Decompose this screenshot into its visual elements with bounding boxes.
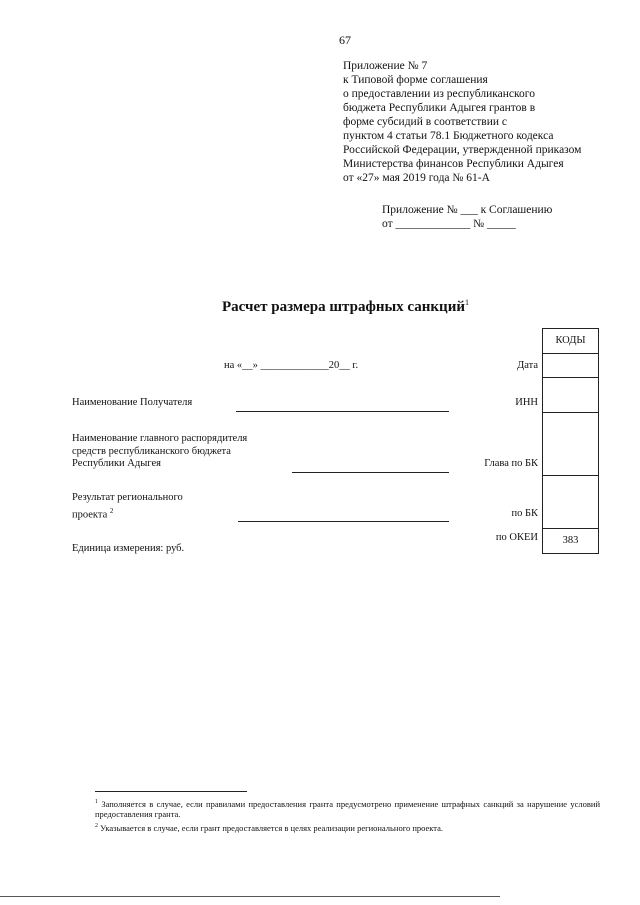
code-cell-chapter-bk[interactable] — [543, 412, 598, 475]
result-label — [72, 492, 183, 522]
footnote-text: Заполняется в случае, если правилами предоставления гранта предусмотрено применение штрафных санкций за нарушение условий предоставления гранта. — [95, 798, 601, 820]
agreement-reference-line: Приложение № ___ к Соглашению — [382, 204, 553, 216]
appendix-line: форме субсидий в соответствии с — [343, 116, 507, 128]
result-field[interactable] — [238, 521, 449, 522]
chapter-bk-code-label: Глава по БК — [484, 458, 538, 469]
code-cell-inn[interactable] — [543, 377, 598, 412]
manager-label-line: Наименование главного распорядителя — [72, 433, 248, 444]
date-code-label: Дата — [517, 360, 538, 371]
agreement-reference — [382, 203, 552, 231]
appendix-line: Министерства финансов Республики Адыгея — [343, 158, 564, 170]
code-cell-bk[interactable] — [543, 475, 598, 528]
appendix-line: бюджета Республики Адыгея грантов в — [343, 102, 536, 114]
codes-header: КОДЫ — [555, 335, 586, 346]
manager-label — [72, 433, 247, 471]
footnote-mark: 1 — [95, 799, 98, 805]
title-footnote-mark: 1 — [464, 298, 469, 307]
appendix-line: о предоставлении из республиканского — [343, 88, 535, 100]
report-date-line[interactable]: на «__» _____________20__ г. — [224, 360, 359, 371]
result-footnote-mark: 2 — [109, 506, 114, 515]
appendix-line: к Типовой форме соглашения — [343, 74, 488, 86]
page-bottom-divider — [0, 896, 500, 897]
footnote-mark: 2 — [95, 823, 98, 829]
footnote-1 — [95, 797, 600, 820]
footnote-text: Указывается в случае, если грант предоставляется в целях реализации регионального проекта. — [100, 822, 443, 833]
appendix-header — [343, 59, 581, 185]
footnote-2 — [95, 821, 600, 833]
codes-table — [542, 328, 599, 554]
appendix-line: от «27» мая 2019 года № 61-А — [343, 172, 490, 184]
footnote-divider — [95, 791, 247, 792]
manager-label-line: средств республиканского бюджета — [72, 445, 231, 457]
okei-code-label: по ОКЕИ — [495, 532, 538, 543]
code-cell-date[interactable] — [543, 353, 598, 377]
page-number: 67 — [339, 33, 351, 47]
result-label-line — [72, 505, 183, 522]
recipient-field[interactable] — [236, 411, 449, 412]
agreement-reference-date-line: от _____________ № _____ — [382, 218, 516, 230]
recipient-label: Наименование Получателя — [72, 397, 193, 408]
bk-code-label: по БК — [511, 508, 538, 519]
inn-code-label: ИНН — [515, 397, 538, 408]
document-title — [222, 298, 469, 316]
manager-label-line: Республики Адыгея — [72, 458, 161, 469]
code-cell-okei[interactable]: 383 — [543, 528, 598, 553]
result-label-line: Результат регионального — [72, 492, 183, 503]
appendix-line: пунктом 4 статьи 78.1 Бюджетного кодекса — [343, 130, 554, 142]
document-title-text: Расчет размера штрафных санкций — [222, 299, 465, 315]
appendix-line: Приложение № 7 — [343, 60, 428, 72]
unit-label: Единица измерения: руб. — [72, 543, 185, 554]
result-label-text: проекта — [72, 509, 108, 520]
manager-field[interactable] — [292, 472, 449, 473]
appendix-line: Российской Федерации, утвержденной приказом — [343, 144, 582, 156]
